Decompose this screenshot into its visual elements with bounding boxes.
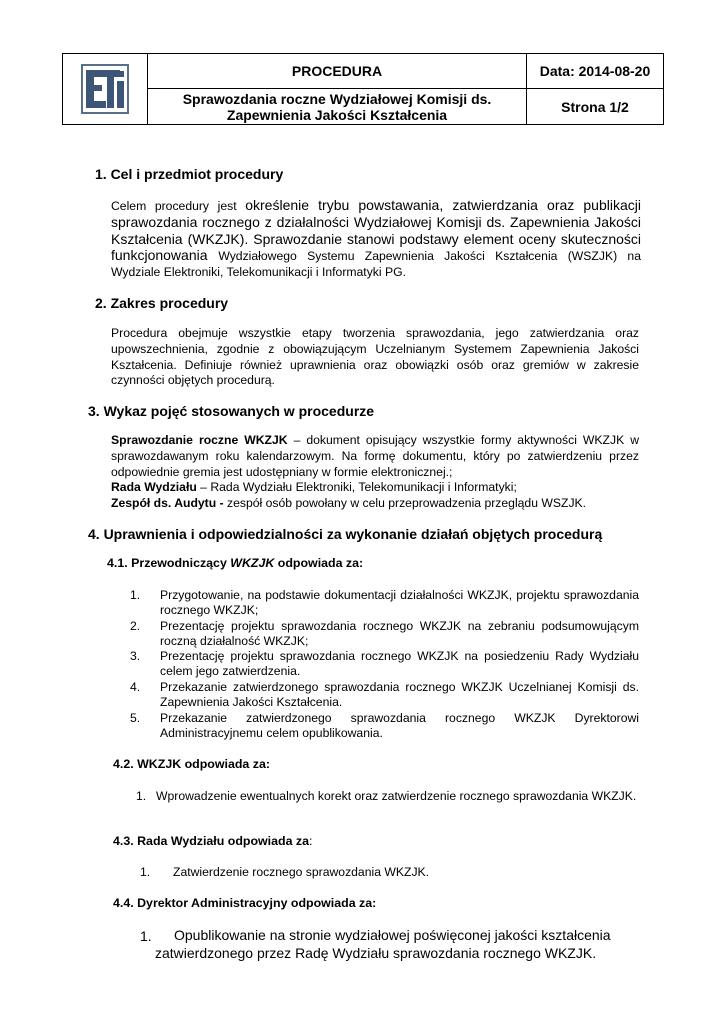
section-1-paragraph [111,198,641,281]
s41-italic: WKZJK [230,556,275,570]
s41-item-text: Przekazanie zatwierdzonego sprawozdania rocznego WKZJK Dyrektorowi Administracyjnemu celem opublikowania. [160,711,639,741]
s41-item-text: Prezentację projektu sprawozdania rocznego WKZJK na posiedzeniu Rady Wydziału celem jego zatwierdzenia. [160,649,639,679]
section-3-heading: 3. Wykaz pojęć stosowanych w procedurze [88,403,375,419]
s41-item-num: 1. [130,588,141,602]
s41-item-num: 3. [130,649,141,663]
s44-item-text: Opublikowanie na stronie wydziałowej poświęconej jakości kształcenia zatwierdzonego przez Radę Wydziału sprawozdania rocznego WKZJK. [155,927,611,961]
def-sprawozdanie: – dokument opisujący wszystkie formy aktywności WKZJK w sprawozdawanym roku kalendarzowym. Na formę dokumentu, który po zatwierdzeniu przez odpowiednie gremia jest udostępniany w formie elektronicznej.; [111,433,640,479]
doc-title-line2: Zapewnienia Jakości Kształcenia [226,106,448,123]
section-4-heading: 4. Uprawnienia i odpowiedzialności za wykonanie działań objętych procedurą [88,526,603,542]
s1-part2: określenie trybu powstawania, zatwierdzania oraz publikacji sprawozdania rocznego z działalności Wydziałowej Komisji ds. Zapewnienia Jakości Kształcenia (WKZJK). Sprawozdanie stanowi podstawy element oceny skuteczności funkcjonowania [111,197,641,264]
date-cell [527,54,664,89]
s43-item-num: 1. [140,865,151,879]
term-zespol: Zespół ds. Audytu - [111,496,224,511]
term-rada: Rada Wydziału [111,480,197,495]
s41-item-num: 5. [130,711,141,725]
s41-item-text: Przygotowanie, na podstawie dokumentacji działalności WKZJK, projektu sprawozdania rocznego WKZJK; [160,588,639,618]
s41-item-num: 2. [130,619,141,633]
s44-item-num: 1. [140,928,152,944]
page-cell [527,89,664,125]
doc-title-line1: Sprawozdania roczne Wydziałowej Komisji ds. [182,90,492,107]
def-rada: – Rada Wydziału Elektroniki, Telekomunikacji i Informatyki; [196,480,517,495]
doc-type-cell [148,54,527,89]
doc-type: PROCEDURA [291,63,383,79]
doc-date: Data: 2014-08-20 [539,63,651,79]
section-1-heading: 1. Cel i przedmiot procedury [95,166,284,182]
s41-item-num: 4. [130,680,141,694]
s41-suffix: odpowiada za: [274,556,364,570]
section-2-paragraph: Procedura obejmuje wszystkie etapy tworzenia sprawozdania, jego zatwierdzania oraz upowszechnienia, zgodnie z obowiązującym Uczelnianym Systemem Zapewnienia Jakości Kształcenia. Definiuje również uprawnienia oraz obowiązki osób oraz gremiów w zakresie czynności objętych procedurą. [111,326,639,388]
header-table [62,53,664,125]
s42-item-num: 1. [136,789,147,803]
s43-heading-text: 4.3. Rada Wydziału odpowiada za [113,834,309,848]
title-cell [148,89,527,125]
section-4-1-heading [107,556,363,570]
logo-cell [63,54,148,125]
s41-item-text: Przekazanie zatwierdzonego sprawozdania rocznego WKZJK Uczelnianej Komisji ds. Zapewnienia Jakości Kształcenia. [160,680,639,710]
s43-colon: : [309,834,313,848]
section-3-definitions [111,433,639,512]
s43-item-text: Zatwierdzenie rocznego sprawozdania WKZJK. [173,865,430,879]
term-sprawozdanie: Sprawozdanie roczne WKZJK [111,433,288,447]
s41-item-text: Prezentację projektu sprawozdania rocznego WKZJK na zebraniu podsumowującym roczną działalność WKZJK; [160,619,639,649]
section-2-heading: 2. Zakres procedury [95,295,229,311]
page-number: Strona 1/2 [561,98,629,115]
s41-prefix: 4.1. Przewodniczący [107,556,231,570]
s42-item-text: Wprowadzenie ewentualnych korekt oraz zatwierdzenie rocznego sprawozdania WKZJK. [156,789,637,803]
eti-logo [78,61,132,117]
section-4-4-heading: 4.4. Dyrektor Administracyjny odpowiada za: [113,896,377,910]
section-4-3-heading [113,834,312,848]
s1-part3: Wydziałowego Systemu Zapewnienia Jakości Kształcenia (WSZJK) na Wydziale Elektroniki, Telekomunikacji i Informatyki PG. [111,249,641,280]
s1-part1: Celem procedury jest [111,199,246,213]
section-4-2-heading: 4.2. WKZJK odpowiada za: [113,757,270,771]
def-zespol: zespół osób powołany w celu przeprowadzenia przeglądu WSZJK. [223,496,587,511]
